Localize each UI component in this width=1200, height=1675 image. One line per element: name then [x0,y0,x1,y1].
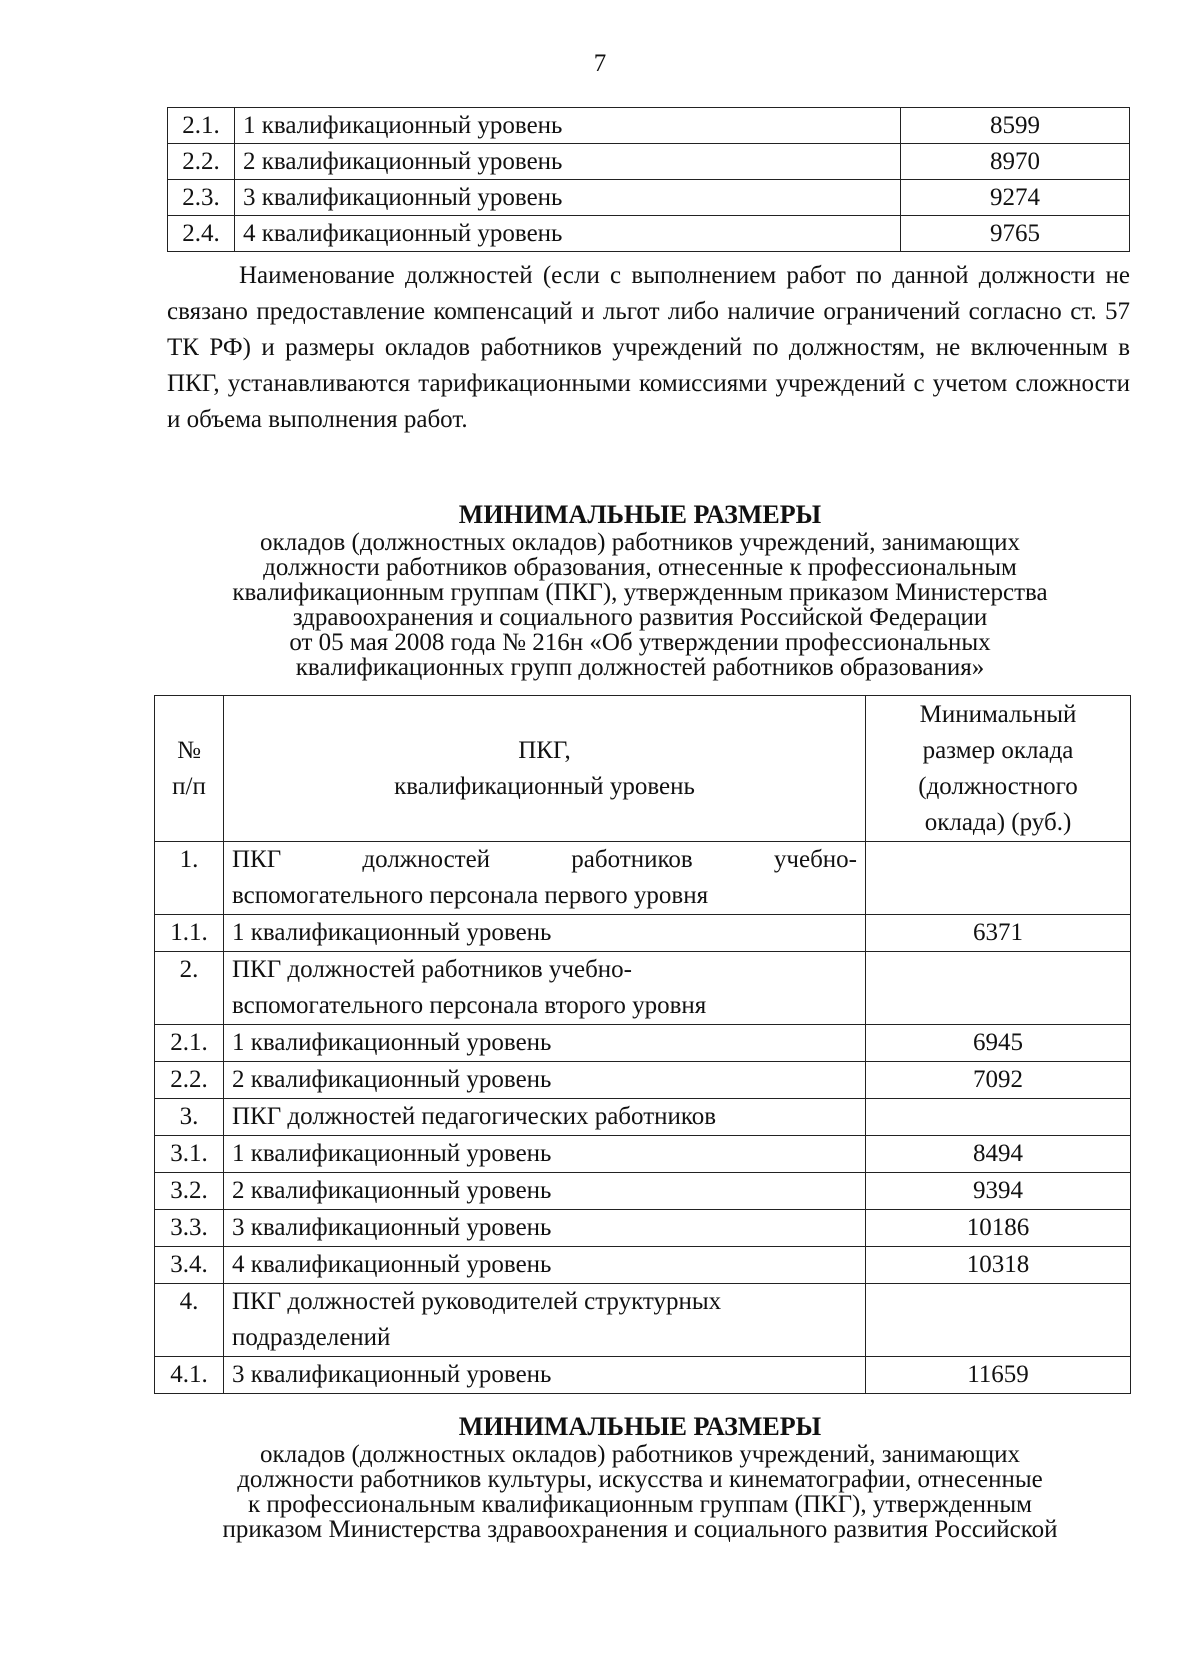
table-group-row [155,1284,1131,1357]
header-text: п/п [172,772,206,800]
heading-line: окладов (должностных окладов) работников учреждений, занимающих [260,1441,1020,1468]
heading-title: МИНИМАЛЬНЫЕ РАЗМЕРЫ [458,1412,822,1441]
row-name-line: вспомогательного персонала первого уровня [232,882,709,909]
row-number: 2.2. [168,144,235,180]
row-number: 2.4. [168,216,235,252]
row-value: 10318 [866,1247,1131,1284]
row-value: 8970 [901,144,1130,180]
table-row [155,1210,1131,1247]
row-name: 1 квалификационный уровень [235,108,901,144]
row-name: 1 квалификационный уровень [224,1136,866,1173]
table-row [155,1173,1131,1210]
education-salary-table [154,695,1131,1394]
row-name-line: ПКГ должностей руководителей структурных [232,1288,722,1315]
table-row [168,216,1130,252]
row-name-line: вспомогательного персонала второго уровня [232,992,707,1019]
heading-line: от 05 мая 2008 года № 216н «Об утверждении профессиональных [289,629,991,656]
row-number: 3. [155,1099,224,1136]
section-heading-culture [160,1412,1120,1542]
row-name [224,842,866,915]
heading-line: квалификационных групп должностей работников образования» [295,654,985,681]
header-text: квалификационный уровень [394,772,695,800]
row-name [224,1284,866,1357]
row-number: 4. [155,1284,224,1357]
row-number: 3.4. [155,1247,224,1284]
table-row [155,915,1131,952]
heading-line: должности работников образования, отнесенные к профессиональным [263,554,1017,581]
header-text: размер оклада [922,736,1074,764]
table-row [168,180,1130,216]
row-value: 6371 [866,915,1131,952]
body-paragraph: Наименование должностей (если с выполнением работ по данной должности не связано предоставление компенсаций и льгот либо наличие ограничений согласно ст. 57 ТК РФ) и размеры окладов работников учреждений по должностям, не включенным в ПКГ, устанавливаются тарификационными комиссиями учреждений с учетом сложности и объема выполнения работ. [167,262,1130,433]
row-name-line: подразделений [232,1324,391,1351]
heading-line: окладов (должностных окладов) работников учреждений, занимающих [260,529,1020,556]
heading-line: квалификационным группам (ПКГ), утвержденным приказом Министерства [232,579,1048,606]
row-name: 2 квалификационный уровень [224,1062,866,1099]
table-header-row [155,696,1131,842]
table-group-row [155,1099,1131,1136]
row-name-line: ПКГ должностей работников учебно- [232,956,633,983]
header-value [866,696,1131,842]
row-number: 3.1. [155,1136,224,1173]
table-row [168,108,1130,144]
header-text: ПКГ, [518,736,571,764]
table-group-row [155,952,1131,1025]
row-value: 8599 [901,108,1130,144]
row-value: 9765 [901,216,1130,252]
row-name: 1 квалификационный уровень [224,1025,866,1062]
row-name: 4 квалификационный уровень [235,216,901,252]
row-name: 3 квалификационный уровень [235,180,901,216]
section-heading-education [160,500,1120,680]
header-text: № [177,736,201,764]
row-name: 2 квалификационный уровень [224,1173,866,1210]
row-name: ПКГ должностей педагогических работников [224,1099,866,1136]
page-number: 7 [593,50,607,77]
row-number: 2.3. [168,180,235,216]
row-number: 1.1. [155,915,224,952]
header-text: оклада) (руб.) [924,808,1072,836]
row-value: 9274 [901,180,1130,216]
row-value [866,952,1131,1025]
header-text: Минимальный [919,700,1077,728]
row-number: 2.1. [155,1025,224,1062]
heading-title: МИНИМАЛЬНЫЕ РАЗМЕРЫ [458,500,822,529]
row-name: 3 квалификационный уровень [224,1210,866,1247]
row-value [866,1284,1131,1357]
row-name: 2 квалификационный уровень [235,144,901,180]
row-number: 3.2. [155,1173,224,1210]
row-number: 3.3. [155,1210,224,1247]
row-name: 4 квалификационный уровень [224,1247,866,1284]
heading-line: к профессиональным квалификационным группам (ПКГ), утвержденным [247,1491,1033,1518]
header-text: (должностного [918,772,1078,800]
heading-line: здравоохранения и социального развития Российской Федерации [292,604,988,631]
table-group-row [155,842,1131,915]
row-name-line: ПКГ должностей работников учебно- [232,846,857,873]
row-value: 11659 [866,1357,1131,1394]
table-row [155,1062,1131,1099]
row-number: 1. [155,842,224,915]
table-row [168,144,1130,180]
row-value: 9394 [866,1173,1131,1210]
row-name: 1 квалификационный уровень [224,915,866,952]
table-row [155,1357,1131,1394]
table-row [155,1136,1131,1173]
heading-line: приказом Министерства здравоохранения и социального развития Российской [222,1516,1058,1543]
row-number: 2.1. [168,108,235,144]
heading-line: должности работников культуры, искусства и кинематографии, отнесенные [237,1466,1043,1493]
row-value [866,1099,1131,1136]
row-value: 10186 [866,1210,1131,1247]
row-number: 2. [155,952,224,1025]
row-value: 7092 [866,1062,1131,1099]
row-name: 3 квалификационный уровень [224,1357,866,1394]
header-name [224,696,866,842]
row-value [866,842,1131,915]
row-number: 2.2. [155,1062,224,1099]
table-row [155,1025,1131,1062]
row-value: 6945 [866,1025,1131,1062]
row-name [224,952,866,1025]
header-number [155,696,224,842]
salary-table-continuation [167,107,1130,252]
row-value: 8494 [866,1136,1131,1173]
table-row [155,1247,1131,1284]
row-number: 4.1. [155,1357,224,1394]
